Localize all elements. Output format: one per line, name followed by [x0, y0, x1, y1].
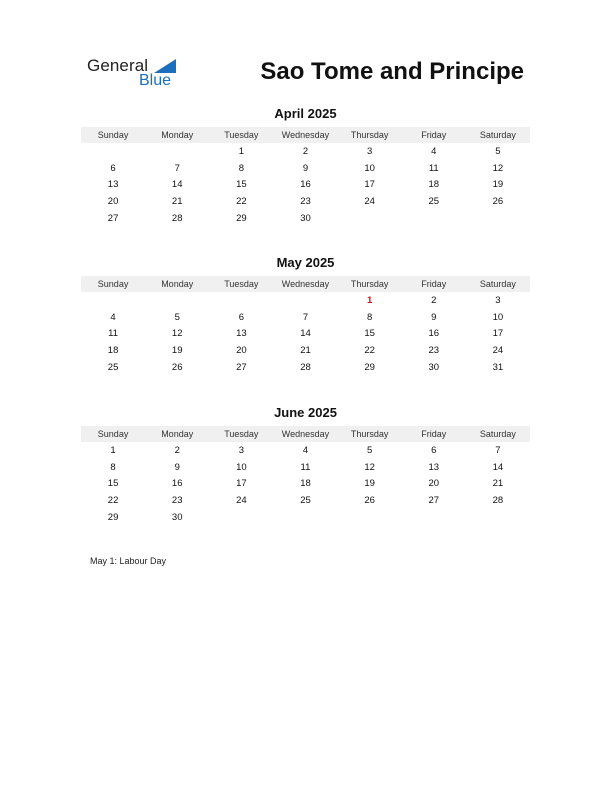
weekday-label: Thursday [350, 429, 389, 439]
week-row [81, 292, 530, 309]
weekday-label: Saturday [479, 130, 516, 140]
day-cell: 6 [110, 162, 116, 174]
weekday-label: Sunday [97, 279, 129, 289]
day-cell: 20 [107, 195, 119, 207]
weekday-header-row [81, 127, 530, 143]
day-cell: 18 [107, 344, 119, 356]
day-cell: 23 [300, 195, 311, 207]
generalblue-logo [87, 56, 187, 92]
day-cell: 21 [492, 478, 504, 490]
weekday-label: Wednesday [281, 130, 330, 140]
weekday-label: Tuesday [224, 130, 259, 140]
weekday-label: Friday [421, 279, 447, 289]
month-title: May 2025 [276, 255, 335, 270]
day-cell: 9 [302, 162, 309, 174]
weekday-header-row [81, 426, 530, 442]
day-cell: 4 [431, 145, 437, 157]
day-cell: 18 [428, 179, 440, 191]
weekday-label: Tuesday [224, 279, 259, 289]
week-row [81, 176, 530, 193]
day-cell: 11 [300, 461, 311, 473]
logo-general-text: General [87, 56, 149, 75]
day-cell: 29 [364, 361, 375, 373]
day-cell: 15 [107, 478, 119, 490]
day-cell: 12 [364, 461, 375, 473]
day-cell: 24 [492, 344, 504, 356]
day-cell: 30 [171, 511, 183, 523]
day-cell: 21 [300, 344, 311, 356]
day-cell: 5 [174, 311, 180, 323]
month-title: June 2025 [274, 405, 337, 420]
day-cell: 9 [431, 311, 437, 323]
week-row [81, 160, 530, 177]
day-cell: 1 [238, 145, 244, 157]
day-cell: 3 [495, 294, 501, 306]
day-cell: 26 [492, 195, 504, 207]
day-cell: 24 [364, 195, 375, 207]
day-cell: 8 [110, 461, 116, 473]
month-calendar-april [81, 105, 530, 226]
day-cell: 6 [238, 311, 244, 323]
day-cell: 10 [236, 461, 247, 473]
day-cell: 20 [236, 344, 247, 356]
day-cell: 5 [495, 145, 501, 157]
day-cell: 27 [107, 212, 119, 224]
day-cell: 13 [236, 328, 247, 340]
day-cell: 19 [364, 478, 375, 490]
day-cell: 25 [300, 494, 311, 506]
weekday-header-row [81, 276, 530, 292]
day-cell: 6 [431, 444, 437, 456]
day-cell: 14 [171, 179, 183, 191]
day-cell: 9 [174, 461, 180, 473]
day-cell: 17 [236, 478, 247, 490]
day-cell: 4 [302, 444, 309, 456]
day-cell: 11 [108, 328, 118, 340]
day-cell: 23 [428, 344, 440, 356]
day-cell: 22 [236, 195, 247, 207]
week-row [81, 143, 530, 160]
day-cell: 18 [300, 478, 311, 490]
day-cell: 15 [364, 328, 375, 340]
day-cell: 30 [300, 212, 311, 224]
day-cell: 16 [300, 179, 311, 191]
day-cell: 23 [171, 494, 183, 506]
day-cell: 2 [431, 294, 437, 306]
day-cell: 12 [171, 328, 183, 340]
day-cell: 8 [366, 311, 373, 323]
day-cell: 27 [428, 494, 440, 506]
day-cell: 11 [428, 162, 439, 174]
weekday-label: Friday [421, 130, 447, 140]
week-row [81, 492, 530, 509]
week-row [81, 325, 530, 342]
day-cell: 22 [364, 344, 375, 356]
logo-triangle-icon [154, 59, 176, 73]
day-cell: 30 [428, 361, 440, 373]
weekday-label: Wednesday [281, 429, 330, 439]
day-cell: 16 [428, 328, 440, 340]
day-cell: 29 [236, 212, 247, 224]
day-cell: 28 [492, 494, 504, 506]
month-title: April 2025 [274, 106, 337, 121]
day-cell: 10 [492, 311, 504, 323]
weekday-label: Saturday [479, 279, 516, 289]
day-cell: 13 [107, 179, 119, 191]
week-row [81, 309, 530, 326]
holiday-note: May 1: Labour Day [90, 556, 167, 566]
holiday-day-cell: 1 [366, 294, 373, 306]
weekday-label: Sunday [97, 130, 129, 140]
day-cell: 26 [364, 494, 375, 506]
day-cell: 7 [302, 311, 309, 323]
day-cell: 13 [428, 461, 440, 473]
week-row [81, 342, 530, 359]
day-cell: 26 [171, 361, 183, 373]
holiday-notes [90, 556, 166, 566]
day-cell: 8 [238, 162, 244, 174]
day-cell: 3 [366, 145, 373, 157]
day-cell: 7 [495, 444, 501, 456]
day-cell: 4 [110, 311, 116, 323]
weekday-label: Wednesday [281, 279, 330, 289]
day-cell: 19 [171, 344, 183, 356]
day-cell: 14 [300, 328, 311, 340]
week-row [81, 442, 530, 459]
weekday-label: Sunday [97, 429, 129, 439]
day-cell: 31 [492, 361, 504, 373]
day-cell: 2 [174, 444, 180, 456]
day-cell: 19 [492, 179, 504, 191]
week-row [81, 359, 530, 376]
weekday-label: Thursday [350, 279, 389, 289]
day-cell: 28 [300, 361, 311, 373]
month-calendar-june [81, 404, 530, 525]
month-calendar-may [81, 254, 530, 375]
logo-blue-text: Blue [139, 72, 172, 89]
day-cell: 3 [238, 444, 244, 456]
day-cell: 17 [492, 328, 504, 340]
day-cell: 1 [110, 444, 116, 456]
day-cell: 21 [171, 195, 183, 207]
week-row [81, 475, 530, 492]
day-cell: 25 [107, 361, 119, 373]
country-title: Sao Tome and Principe [260, 58, 524, 85]
day-cell: 2 [302, 145, 309, 157]
day-cell: 22 [107, 494, 119, 506]
day-cell: 7 [174, 162, 180, 174]
weekday-label: Monday [161, 279, 194, 289]
day-cell: 17 [364, 179, 375, 191]
day-cell: 29 [107, 511, 119, 523]
day-cell: 15 [236, 179, 247, 191]
weekday-label: Thursday [350, 130, 389, 140]
week-row [81, 193, 530, 210]
weekday-label: Saturday [479, 429, 516, 439]
weekday-label: Friday [421, 429, 447, 439]
day-cell: 24 [236, 494, 247, 506]
week-row [81, 509, 530, 526]
weekday-label: Monday [161, 429, 194, 439]
day-cell: 20 [428, 478, 440, 490]
day-cell: 16 [171, 478, 183, 490]
day-cell: 10 [364, 162, 375, 174]
day-cell: 5 [366, 444, 373, 456]
weekday-label: Tuesday [224, 429, 259, 439]
day-cell: 27 [236, 361, 247, 373]
day-cell: 28 [171, 212, 183, 224]
week-row [81, 210, 530, 227]
weekday-label: Monday [161, 130, 194, 140]
day-cell: 25 [428, 195, 440, 207]
week-row [81, 459, 530, 476]
day-cell: 12 [492, 162, 504, 174]
day-cell: 14 [492, 461, 504, 473]
